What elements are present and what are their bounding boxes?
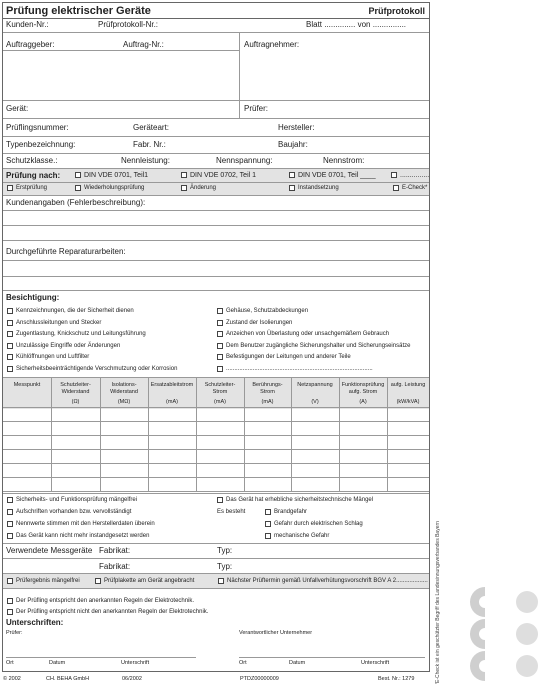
divider xyxy=(3,182,429,183)
besichtigung-right-3-checkbox[interactable] xyxy=(217,342,410,350)
divider xyxy=(3,153,429,154)
maengelfrei-checkbox[interactable] xyxy=(7,577,80,585)
nennleistung-label: Nennleistung: xyxy=(121,156,170,165)
table-unit-cell: (mA) xyxy=(214,399,226,405)
divider xyxy=(3,225,429,226)
divider xyxy=(3,50,239,51)
form-title: Prüfung elektrischer Geräte xyxy=(6,5,151,17)
pruefung-label: Prüfung nach: xyxy=(6,171,61,180)
besichtigung-left-4-checkbox[interactable] xyxy=(7,353,89,361)
check-label: Prüfplakette am Gerät angebracht xyxy=(104,578,195,584)
divider xyxy=(3,210,429,211)
norm-0701-teil-checkbox[interactable] xyxy=(289,171,376,180)
table-unit-cell: (MΩ) xyxy=(117,399,131,405)
besichtigung-label: Besichtigung: xyxy=(6,293,60,302)
check-label: ........................................................................................ xyxy=(226,366,373,372)
divider xyxy=(3,240,429,241)
check-label: mechanische Gefahr xyxy=(274,533,330,539)
norm-label: DIN VDE 0701, Teil ____ xyxy=(298,172,376,179)
fabr-nr-label: Fabr. Nr.: xyxy=(133,140,166,149)
norm-label: ............... xyxy=(400,172,430,179)
divider xyxy=(3,18,429,19)
nennstrom-label: Nennstrom: xyxy=(323,156,365,165)
ergebnis-left-0-checkbox[interactable] xyxy=(7,496,137,504)
check-label: Kennzeichnungen, die der Sicherheit dienen xyxy=(16,308,134,314)
beha-logo xyxy=(445,585,541,684)
besichtigung-right-5-checkbox[interactable] xyxy=(217,365,373,373)
type-label: Änderung xyxy=(190,185,217,191)
check-label: Anschlussleitungen und Stecker xyxy=(16,320,102,326)
table-unit-cell: (Ω) xyxy=(71,399,80,405)
erstpruefung-checkbox[interactable] xyxy=(7,184,47,192)
check-label: Nächster Prüftermin gemäß Unfallverhütungsvorschrift BGV A 2................... xyxy=(227,578,428,584)
logo-c-middle xyxy=(470,619,485,649)
table-unit-cell: (A) xyxy=(359,399,367,405)
ergebnis-left-2-checkbox[interactable] xyxy=(7,520,155,528)
regeln-ja-checkbox[interactable] xyxy=(7,597,194,605)
type-label: Erstprüfung xyxy=(16,185,48,191)
fabrikat-label-1: Fabrikat: xyxy=(99,546,131,555)
table-unit-cell: (kW/kVA) xyxy=(396,399,420,405)
type-label: E-Check* xyxy=(402,185,428,191)
check-label: Gehäuse, Schutzabdeckungen xyxy=(226,308,309,314)
check-label: Der Prüfling entspricht den anerkannten Regeln der Elektrotechnik. xyxy=(16,598,195,604)
aenderung-checkbox[interactable] xyxy=(181,184,216,192)
mechanisch-checkbox[interactable] xyxy=(265,532,329,540)
divider xyxy=(3,276,429,277)
brandgefahr-checkbox[interactable] xyxy=(265,508,307,516)
ergebnis-left-1-checkbox[interactable] xyxy=(7,508,131,516)
typ-label-1: Typ: xyxy=(217,546,233,555)
form-subtitle: Prüfprotokoll xyxy=(368,6,425,16)
regeln-nein-checkbox[interactable] xyxy=(7,608,208,616)
check-label: Das Gerät kann nicht mehr instandgesetzt werden xyxy=(16,533,150,539)
besichtigung-right-2-checkbox[interactable] xyxy=(217,330,389,338)
besichtigung-right-4-checkbox[interactable] xyxy=(217,353,351,361)
logo-dot-bottom xyxy=(516,655,538,677)
logo-dot-middle xyxy=(516,623,538,645)
auftrag-nr-label: Auftrag-Nr.: xyxy=(123,40,164,49)
divider xyxy=(3,100,429,101)
plakette-checkbox[interactable] xyxy=(95,577,194,585)
table-row-divider xyxy=(3,421,429,422)
kundenangaben-label: Kundenangaben (Fehlerbeschreibung): xyxy=(6,198,146,207)
check-label: Der Prüfling entspricht nicht den anerkannten Regeln der Elektrotechnik. xyxy=(16,609,209,615)
check-label: Unzulässige Eingriffe oder Änderungen xyxy=(16,343,121,349)
blatt-label: Blatt .............. von ............... xyxy=(306,20,407,29)
reparatur-label: Durchgeführte Reparaturarbeiten: xyxy=(6,247,126,256)
table-header-cell: Berührungs- Strom xyxy=(252,382,283,395)
pruefertermin-checkbox[interactable] xyxy=(218,577,428,585)
sig-unterschrift-left: Unterschrift xyxy=(121,660,150,666)
table-row-divider xyxy=(3,449,429,450)
logo-dots xyxy=(516,591,538,677)
divider xyxy=(3,118,429,119)
ergebnis-left-3-checkbox[interactable] xyxy=(7,532,149,540)
norm-label: DIN VDE 0702, Teil 1 xyxy=(190,172,257,179)
sig-ort-left: Ort xyxy=(6,660,14,666)
check-label: Nennwerte stimmen mit den Herstellerdaten überein xyxy=(16,521,155,527)
echeck-checkbox[interactable] xyxy=(393,184,427,192)
check-label: Befestigungen der Leitungen und anderer Teile xyxy=(226,354,351,360)
fabrikat-label-2: Fabrikat: xyxy=(99,562,131,571)
divider xyxy=(239,32,240,118)
inspection-form xyxy=(2,2,430,672)
instandsetzung-checkbox[interactable] xyxy=(289,184,339,192)
divider xyxy=(3,290,429,291)
pruefprotokoll-nr-label: Prüfprotokoll-Nr.: xyxy=(98,20,159,29)
typ-label: Typenbezeichnung: xyxy=(6,140,76,149)
messgeraete-label: Verwendete Messgeräte xyxy=(6,546,93,555)
schlag-checkbox[interactable] xyxy=(265,520,363,528)
divider xyxy=(3,136,429,137)
nennspannung-label: Nennspannung: xyxy=(216,156,273,165)
besichtigung-left-1-checkbox[interactable] xyxy=(7,319,101,327)
es-besteht-label: Es besteht xyxy=(217,509,246,515)
norm-0702-checkbox[interactable] xyxy=(181,171,256,180)
norm-0701-checkbox[interactable] xyxy=(75,171,148,180)
table-header-cell: Netzspannung xyxy=(297,382,333,388)
sig-line-left xyxy=(6,657,196,658)
divider xyxy=(3,543,429,544)
page-footer xyxy=(0,676,541,684)
hersteller-label: Hersteller: xyxy=(278,123,315,132)
footer-code: PTDZ00000009 xyxy=(240,676,279,682)
footer-copyright: © 2002 xyxy=(3,676,21,682)
logo-dot-top xyxy=(516,591,538,613)
table-row-divider xyxy=(3,407,429,408)
unterschriften-label: Unterschriften: xyxy=(6,618,64,627)
check-label: Zugentlastung, Knickschutz und Leitungsführung xyxy=(16,331,146,337)
norm-label: DIN VDE 0701, Teil1 xyxy=(84,172,149,179)
auftragnehmer-label: Auftragnehmer: xyxy=(244,40,300,49)
typ-label-2: Typ: xyxy=(217,562,233,571)
sig-line-right xyxy=(239,657,425,658)
divider xyxy=(3,195,429,196)
logo-c-shapes xyxy=(470,587,485,681)
check-label: Brandgefahr xyxy=(274,509,308,515)
footer-company: CH. BEHA GmbH xyxy=(46,676,90,682)
table-header-cell: Isolations- Widerstand xyxy=(110,382,138,395)
norm-other-checkbox[interactable] xyxy=(391,171,429,180)
besichtigung-right-0-checkbox[interactable] xyxy=(217,307,308,315)
check-label: Anzeichen von Überlastung oder unsachgemäßem Gebrauch xyxy=(226,331,390,337)
table-header-cell: Schutzleiter- Strom xyxy=(204,382,236,395)
check-label: Sicherheits- und Funktionsprüfung mängelfrei xyxy=(16,497,138,503)
type-label: Wiederholungsprüfung xyxy=(84,185,145,191)
auftraggeber-label: Auftraggeber: xyxy=(6,40,55,49)
besichtigung-left-2-checkbox[interactable] xyxy=(7,330,146,338)
table-header-cell: aufg. Leistung xyxy=(390,382,426,388)
pruefling-nr-label: Prüflingsnummer: xyxy=(6,123,69,132)
table-unit-cell: (V) xyxy=(311,399,319,405)
check-label: Kühlöffnungen und Luftfilter xyxy=(16,354,90,360)
divider xyxy=(3,588,429,589)
pruefer-label: Prüfer: xyxy=(244,104,269,113)
sig-ort-right: Ort xyxy=(239,660,247,666)
sig-datum-left: Datum xyxy=(49,660,66,666)
besichtigung-left-3-checkbox[interactable] xyxy=(7,342,120,350)
table-header-cell: Ersatzableitstrom xyxy=(150,382,194,388)
table-header-cell: Funktionsprüfung aufg. Strom xyxy=(341,382,385,395)
sig-datum-right: Datum xyxy=(289,660,306,666)
type-label: Instandsetzung xyxy=(298,185,339,191)
divider xyxy=(3,558,429,559)
table-unit-cell: (mA) xyxy=(166,399,178,405)
check-label: Gefahr durch elektrischen Schlag xyxy=(274,521,363,527)
table-header-cell: Messpunkt xyxy=(13,382,41,388)
geraeteart-label: Geräteart: xyxy=(133,123,170,132)
check-label: Dem Benutzer zugängliche Sicherungshalter und Sicherungseinsätze xyxy=(226,343,411,349)
divider xyxy=(3,493,429,494)
wiederholung-checkbox[interactable] xyxy=(75,184,144,192)
table-row-divider xyxy=(3,463,429,464)
table-unit-cell: (mA) xyxy=(261,399,274,405)
divider xyxy=(3,32,429,33)
schutzklasse-label: Schutzklasse.: xyxy=(6,156,58,165)
check-label: Sicherheitsbeeinträchtigende Verschmutzung oder Korrosion xyxy=(16,366,178,372)
echeck-footnote xyxy=(433,520,443,684)
maengel-checkbox[interactable] xyxy=(217,496,373,504)
besichtigung-left-0-checkbox[interactable] xyxy=(7,307,134,315)
sig-verantwortlich-label: Verantwortlicher Unternehmer xyxy=(239,630,313,636)
check-label: Zustand der Isolierungen xyxy=(226,320,293,326)
besichtigung-right-1-checkbox[interactable] xyxy=(217,319,292,327)
table-header-cell: Schutzleiter- Widerstand xyxy=(60,382,91,395)
table-row-divider xyxy=(3,435,429,436)
baujahr-label: Baujahr: xyxy=(278,140,308,149)
logo-c-top xyxy=(470,587,485,617)
sig-unterschrift-right: Unterschrift xyxy=(361,660,390,666)
table-row-divider xyxy=(3,477,429,478)
geraet-label: Gerät: xyxy=(6,104,29,113)
divider xyxy=(3,260,429,261)
echeck-footnote-text: *E-Check ist ein geschützter Begriff des Landesinnungsverbandes Bayern xyxy=(435,520,441,684)
besichtigung-left-5-checkbox[interactable] xyxy=(7,365,177,373)
table-row-divider xyxy=(3,491,429,492)
sig-pruefer-label: Prüfer: xyxy=(6,630,23,636)
kunden-nr-label: Kunden-Nr.: xyxy=(6,20,49,29)
footer-date: 06/2002 xyxy=(122,676,142,682)
check-label: Aufschriften vorhanden bzw. vervollständigt xyxy=(16,509,132,515)
check-label: Das Gerät hat erhebliche sicherheitstechnische Mängel xyxy=(226,497,374,503)
check-label: Prüfergebnis mängelfrei xyxy=(16,578,80,584)
footer-best-nr: Best. Nr.: 1279 xyxy=(378,676,415,682)
